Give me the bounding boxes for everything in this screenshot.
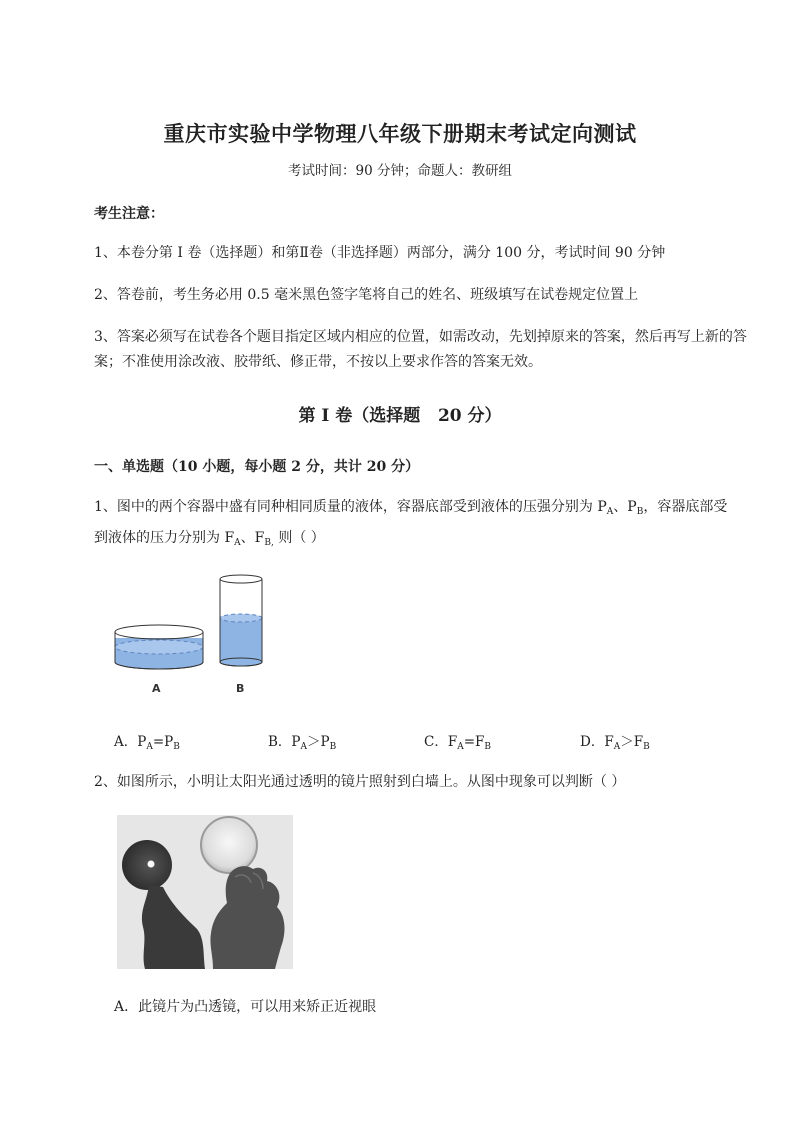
container-b xyxy=(220,575,262,666)
page-title: 重庆市实验中学物理八年级下册期末考试定向测试 xyxy=(163,121,637,146)
part-heading: 一、单选题（10 小题，每小题 2 分，共计 20 分） xyxy=(94,459,420,475)
question-1-text xyxy=(94,494,754,556)
q1-option-b[interactable]: B．$P_A>P_B$ xyxy=(268,734,337,752)
question-1-line-1: 1、图中的两个容器中盛有同种相同质量的液体，容器底部受到液体的压强分别为 $P_A$、$P_B$，容器底部受 xyxy=(94,499,728,517)
figure-label-b: B xyxy=(236,682,245,695)
exam-info: 考试时间：90 分钟；命题人：教研组 xyxy=(288,163,512,179)
q1-option-a[interactable]: A．$P_A=P_B$ xyxy=(114,734,180,752)
container-a xyxy=(115,625,203,669)
notice-item-2: 2、答卷前，考生务必用 0.5 毫米黑色签字笔将自己的姓名、班级填写在试卷规定位置上 xyxy=(94,287,639,303)
notice-item-3: 3、答案必须写在试卷各个题目指定区域内相应的位置，如需改动，先划掉原来的答案，然后再写上新的答案；不准使用涂改液、胶带纸、修正带，不按以上要求作答的答案无效。 xyxy=(94,329,747,370)
lens-photo xyxy=(117,815,293,969)
figure-label-a: A xyxy=(152,682,161,695)
question-2-text: 2、如图所示，小明让太阳光通过透明的镜片照射到白墙上。从图中现象可以判断（ ） xyxy=(94,774,626,790)
magnifier-lens xyxy=(201,817,257,873)
q1-option-c[interactable]: C．$F_A=F_B$ xyxy=(424,734,492,752)
q2-option-a[interactable]: A．此镜片为凸透镜，可以用来矫正近视眼 xyxy=(114,999,377,1015)
notice-item-1: 1、本卷分第 I 卷（选择题）和第Ⅱ卷（非选择题）两部分，满分 100 分，考试时间 90 分钟 xyxy=(94,245,666,261)
containers-figure xyxy=(105,570,275,700)
section-title: 第 I 卷（选择题 20 分） xyxy=(298,406,502,426)
question-1-line-2: 到液体的压力分别为 $F_A$、$F_{B,}$ 则（ ） xyxy=(94,530,325,548)
notice-heading: 考生注意： xyxy=(94,206,164,222)
q1-option-d[interactable]: D．$F_A>F_B$ xyxy=(580,734,650,752)
